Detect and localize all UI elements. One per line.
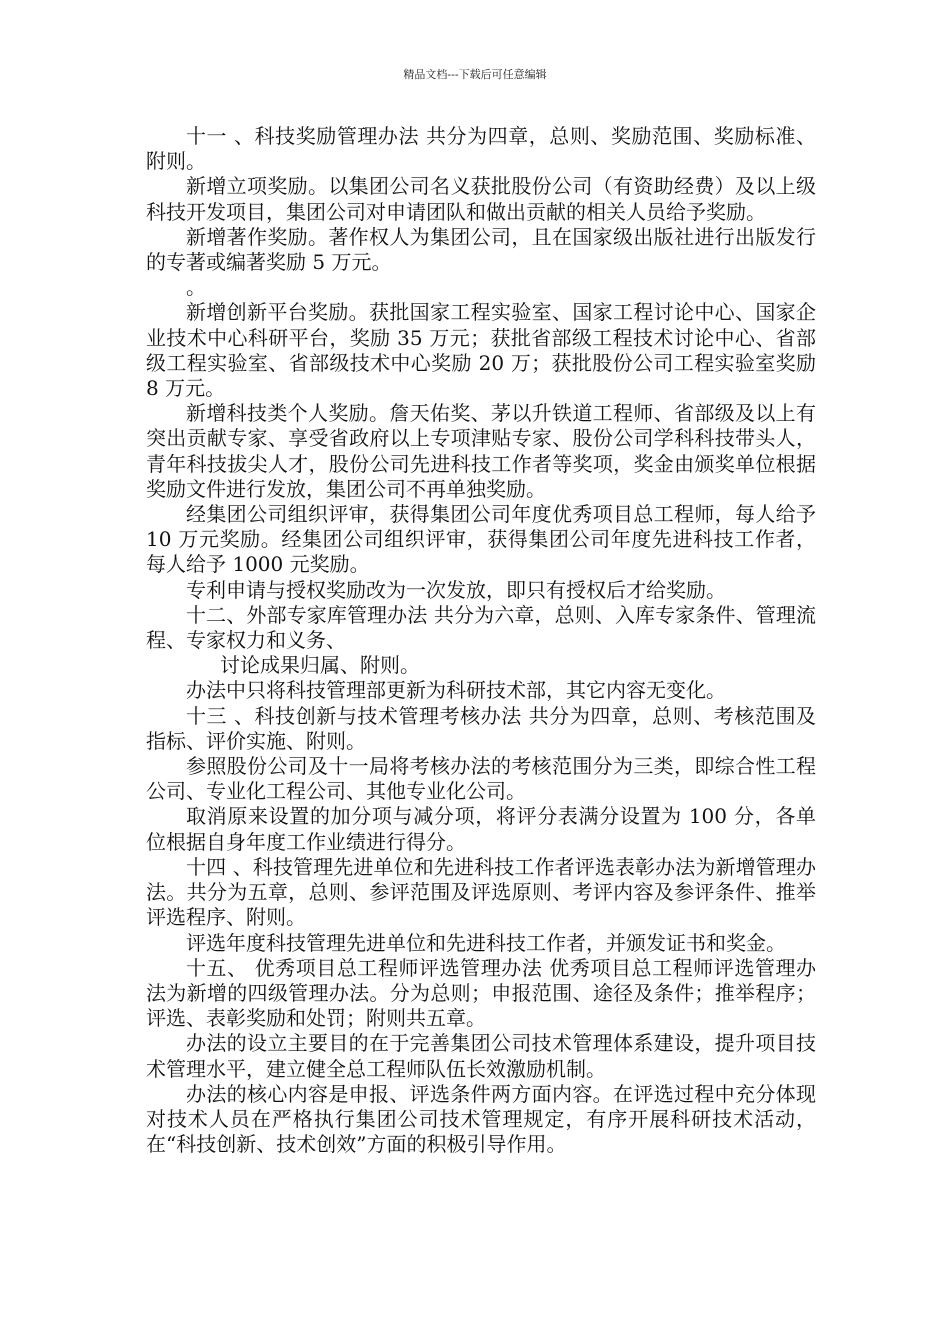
paragraph: 十一 、科技奖励管理办法 共分为四章，总则、奖励范围、奖励标准、附则。 <box>146 124 816 174</box>
paragraph: 。 <box>186 275 206 300</box>
paragraph: 十五、 优秀项目总工程师评选管理办法 优秀项目总工程师评选管理办法为新增的四级管理办法。分为总则；申报范围、途径及条件；推举程序；评选、表彰奖励和处罚；附则共五章。 <box>146 955 816 1031</box>
paragraph: 新增科技类个人奖励。詹天佑奖、茅以升铁道工程师、省部级及以上有突出贡献专家、享受省政府以上专项津贴专家、股份公司学科科技带头人，青年科技拔尖人才，股份公司先进科技工作者等奖项，奖金由颁奖单位根据奖励文件进行发放，集团公司不再单独奖励。 <box>146 401 816 501</box>
paragraph: 新增创新平台奖励。获批国家工程实验室、国家工程讨论中心、国家企业技术中心科研平台，奖励 35 万元；获批省部级工程技术讨论中心、省部级工程实验室、省部级技术中心奖励 20 万；获批股份公司工程实验室奖励 8 万元。 <box>146 300 816 401</box>
paragraph: 十四 、科技管理先进单位和先进科技工作者评选表彰办法为新增管理办法。共分为五章，总则、参评范围及评选原则、考评内容及参评条件、推举评选程序、附则。 <box>146 854 816 930</box>
paragraph: 办法中只将科技管理部更新为科研技术部，其它内容无变化。 <box>186 678 726 703</box>
paragraph: 经集团公司组织评审，获得集团公司年度优秀项目总工程师，每人给予 10 万元奖励。经集团公司组织评审，获得集团公司年度先进科技工作者，每人给予 1000 元奖励。 <box>146 502 816 577</box>
paragraph: 专利申请与授权奖励改为一次发放，即只有授权后才给奖励。 <box>186 577 726 602</box>
paragraph: 办法的核心内容是申报、评选条件两方面内容。在评选过程中充分体现对技术人员在严格执行集团公司技术管理规定，有序开展科研技术活动，在“科技创新、技术创效”方面的积极引导作用。 <box>146 1081 816 1157</box>
paragraph: 办法的设立主要目的在于完善集团公司技术管理体系建设，提升项目技术管理水平，建立健全总工程师队伍长效激励机制。 <box>146 1031 816 1081</box>
paragraph: 评选年度科技管理先进单位和先进科技工作者，并颁发证书和奖金。 <box>186 930 786 955</box>
document-body <box>146 124 816 1157</box>
paragraph: 新增立项奖励。以集团公司名义获批股份公司（有资助经费）及以上级科技开发项目，集团公司对申请团队和做出贡献的相关人员给予奖励。 <box>146 174 816 224</box>
paragraph: 讨论成果归属、附则。 <box>220 653 420 678</box>
paragraph: 十二、外部专家库管理办法 共分为六章，总则、入库专家条件、管理流程、专家权力和义务、 <box>146 602 816 653</box>
paragraph: 十三 、科技创新与技术管理考核办法 共分为四章，总则、考核范围及指标、评价实施、附则。 <box>146 703 816 753</box>
paragraph: 参照股份公司及十一局将考核办法的考核范围分为三类，即综合性工程公司、专业化工程公司、其他专业化公司。 <box>146 754 816 804</box>
paragraph: 新增著作奖励。著作权人为集团公司，且在国家级出版社进行出版发行的专著或编著奖励 5 万元。 <box>146 224 816 275</box>
page-header: 精品文档---下载后可任意编辑 <box>403 68 547 81</box>
paragraph: 取消原来设置的加分项与减分项，将评分表满分设置为 100 分，各单位根据自身年度工作业绩进行得分。 <box>146 804 816 854</box>
